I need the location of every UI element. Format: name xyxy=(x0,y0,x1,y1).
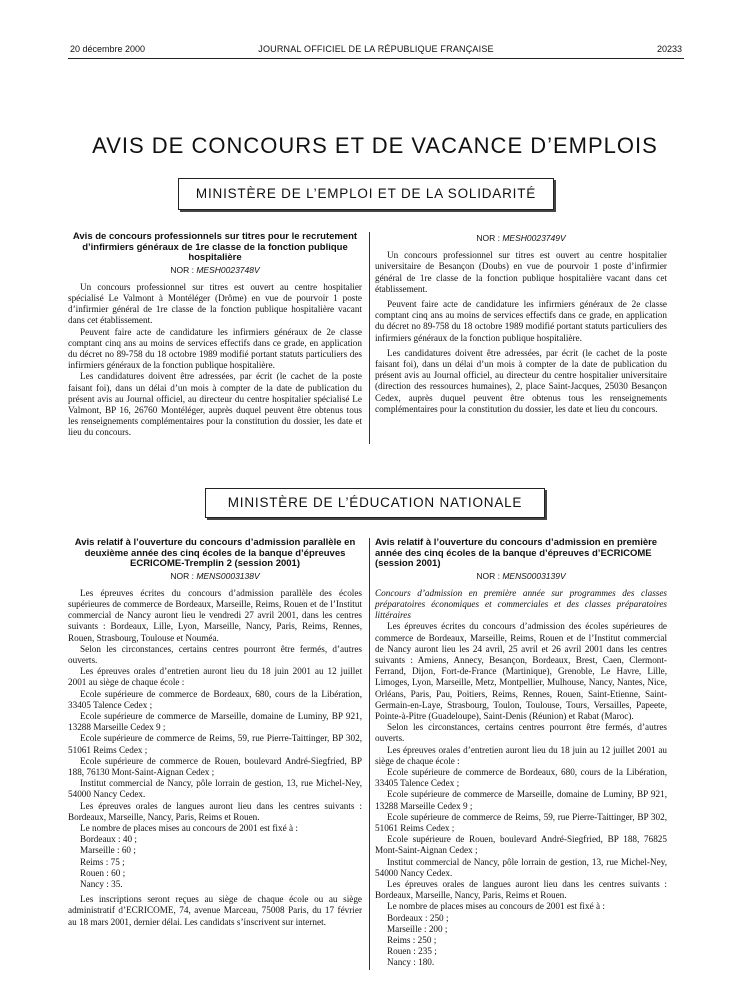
paragraph: Un concours professionnel sur titres est ouvert au centre hospitalier universitaire de Besançon (Doubs) en vue de pourvoir 1 poste d’infirmier général de 1re classe de la fonction publique hospitalière vacant dans cet établissement. xyxy=(375,250,667,294)
nor-reference xyxy=(375,571,667,582)
places-item: Marseille : 200 ; xyxy=(387,923,448,934)
paragraph: Ecole supérieure de commerce de Reims, 59, rue Pierre-Taittinger, BP 302, 51061 Reims Cedex ; xyxy=(68,733,362,755)
paragraph: Peuvent faire acte de candidature les infirmiers généraux de 2e classe comptant cinq ans au moins de services effectifs dans ce grade, en application du décret no 89-758 du 18 octobre 1989 modifié portant statuts particuliers des infirmiers généraux de la fonction publique hospitalière. xyxy=(68,326,362,371)
paragraph: Ecole supérieure de commerce de Bordeaux, 680, cours de la Libération, 33405 Talence Cedex ; xyxy=(375,766,667,789)
paragraph: Ecole supérieure de commerce de Rouen, boulevard André-Siegfried, BP 188, 76130 Mont-Saint-Aignan Cedex ; xyxy=(68,755,362,777)
paragraph: Ecole supérieure de commerce de Reims, 59, rue Pierre-Taittinger, BP 302, 51061 Reims Cedex ; xyxy=(375,811,667,833)
paragraph: Le nombre de places mises au concours de 2001 est fixé à : xyxy=(80,822,298,833)
notice-tremplin xyxy=(68,538,362,928)
places-item: Reims : 75 ; xyxy=(80,856,125,867)
nor-label: NOR : xyxy=(170,264,194,275)
paragraph: Les épreuves écrites du concours d’admission des écoles supérieures de commerce de Bordeaux, Marseille, Reims, Rouen et de l’Institut commercial de Nancy auront lieu les 24 avril, 25 avril et 26 avril 2001 dans les centres suivants : Amiens, Annecy, Besançon, Bordeaux, Brest, Caen, Clermont-Ferrand, Dijon, Fort-de-France (Martinique), Grenoble, Le Havre, Lille, Limoges, Lyon, Marseille, Metz, Montpellier, Mulhouse, Nancy, Nantes, Nice, Orléans, Paris, Pau, Poitiers, Reims, Rennes, Rouen, Saint-Etienne, Saint-Germain-en-Laye, Strasbourg, Toulon, Toulouse, Tours, Versailles, Papeete, Pointe-à-Pitre (Guadeloupe), Saint-Denis (Réunion) et Rabat (Maroc). xyxy=(375,621,667,721)
nor-code: MESH0023748V xyxy=(196,264,260,275)
places-item: Nancy : 35. xyxy=(80,878,123,889)
paragraph: Les candidatures doivent être adressées, par écrit (le cachet de la poste faisant foi), dans un délai d’un mois à compter de la date de publication du présent avis au Journal officiel, au directeur du centre hospitalier universitaire (direction des ressources humaines), 2, place Saint-Jacques, 25030 Besançon Cedex, auprès duquel peuvent être obtenus tous les renseignements complémentaires pour la constitution du dossier, les date et lieu du concours. xyxy=(375,347,667,414)
paragraph: Les épreuves orales d’entretien auront lieu du 18 juin au 12 juillet 2001 au siège de chaque école : xyxy=(375,744,667,766)
nor-label: NOR : xyxy=(476,570,500,581)
nor-reference xyxy=(68,265,362,276)
notice-valmont xyxy=(68,232,362,439)
paragraph: Les épreuves orales d’entretien auront lieu du 18 juin 2001 au 12 juillet 2001 au siège de chaque école : xyxy=(68,666,362,688)
nor-label: NOR : xyxy=(170,570,194,581)
italic-intro: Concours d’admission en première année sur programmes des classes préparatoires économiques et commerciales et des classes préparatoires littéraires xyxy=(375,587,667,621)
paragraph: Les épreuves orales de langues auront lieu dans les centres suivants : Bordeaux, Marseille, Nancy, Paris, Reims et Rouen. xyxy=(68,800,362,822)
nor-code: MESH0023749V xyxy=(502,233,566,243)
nor-label: NOR : xyxy=(476,233,500,243)
paragraph: Ecole supérieure de commerce de Marseille, domaine de Luminy, BP 921, 13288 Marseille Cedex 9 ; xyxy=(375,789,667,811)
paragraph: Ecole supérieure de commerce de Marseille, domaine de Luminy, BP 921, 13288 Marseille Cedex 9 ; xyxy=(68,710,362,733)
notice-heading: Avis relatif à l’ouverture du concours d’admission parallèle en deuxième année des cinq écoles de la banque d’épreuves ECRICOME-Tremplin 2 (session 2001) xyxy=(74,537,356,569)
ministry-banner-education: MINISTÈRE DE L’ÉDUCATION NATIONALE xyxy=(205,488,545,518)
nor-code: MENS0003139V xyxy=(502,570,566,581)
paragraph: Les épreuves orales de langues auront lieu dans les centres suivants : Bordeaux, Marseille, Nancy, Paris, Reims et Rouen. xyxy=(375,878,667,901)
places-item: Bordeaux : 250 ; xyxy=(387,912,449,923)
notice-besancon xyxy=(375,232,667,415)
places-item: Nancy : 180. xyxy=(387,957,435,968)
paragraph: Selon les circonstances, certains centres pourront être fermés, d’autres ouverts. xyxy=(68,643,362,665)
nor-reference xyxy=(375,233,667,244)
paragraph: Institut commercial de Nancy, pôle lorrain de gestion, 13, rue Michel-Ney, 54000 Nancy Cedex. xyxy=(68,778,362,800)
places-item: Rouen : 235 ; xyxy=(387,946,437,957)
header-rule xyxy=(68,58,684,59)
paragraph: Le nombre de places mises au concours de 2001 est fixé à : xyxy=(387,901,605,912)
nor-code: MENS0003138V xyxy=(196,570,260,581)
running-header xyxy=(70,44,682,58)
page-number: 20233 xyxy=(656,44,682,54)
places-item: Rouen : 60 ; xyxy=(80,867,126,878)
paragraph: Ecole supérieure de Rouen, boulevard André-Siegfried, BP 188, 76825 Mont-Saint-Aignan Cedex ; xyxy=(375,834,667,856)
paragraph: Institut commercial de Nancy, pôle lorrain de gestion, 13, rue Michel-Ney, 54000 Nancy Cedex. xyxy=(375,856,667,878)
places-item: Reims : 250 ; xyxy=(387,935,437,945)
paragraph: Selon les circonstances, certains centres pourront être fermés, d’autres ouverts. xyxy=(375,722,667,744)
paragraph: Un concours professionnel sur titres est ouvert au centre hospitalier spécialisé Le Valmont à Montéléger (Drôme) en vue de pourvoir 1 poste d’infirmier général de 1re classe de la fonction publique hospitalière vacant dans cet établissement. xyxy=(68,281,362,326)
paragraph: Ecole supérieure de commerce de Bordeaux, 680, cours de la Libération, 33405 Talence Cedex ; xyxy=(68,688,362,710)
nor-reference xyxy=(68,571,362,582)
paragraph: Les épreuves écrites du concours d’admission parallèle des écoles supérieures de commerce de Bordeaux, Marseille, Reims, Rouen et de l’Institut commercial de Nancy auront lieu le vendredi 27 avril 2001, dans les centres suivants : Bordeaux, Lille, Lyon, Marseille, Nancy, Paris, Reims, Rennes, Rouen, Strasbourg, Toulouse et Nouméa. xyxy=(68,587,362,643)
column-divider xyxy=(369,538,370,970)
notice-heading: Avis de concours professionnels sur titres pour le recrutement d’infirmiers généraux de 1re classe de la fonction publique hospitalière xyxy=(72,231,358,263)
page-title: AVIS DE CONCOURS ET DE VACANCE D’EMPLOIS xyxy=(92,132,658,158)
places-item: Marseille : 60 ; xyxy=(80,845,136,856)
notice-ecricome xyxy=(375,538,667,969)
paragraph: Les inscriptions seront reçues au siège de chaque école ou au siège administratif d’ECRICOME, 74, avenue Marceau, 75008 Paris, du 17 février au 18 mars 2001, dernier délai. Les candidats s’inscrivent sur internet. xyxy=(68,894,362,927)
notice-heading: Avis relatif à l’ouverture du concours d’admission en première année des cinq écoles de la banque d’épreuves d’ECRICOME (session 2001) xyxy=(375,537,658,569)
journal-title: JOURNAL OFFICIEL DE LA RÉPUBLIQUE FRANÇAISE xyxy=(258,44,494,54)
paragraph: Peuvent faire acte de candidature les infirmiers généraux de 2e classe comptant cinq ans au moins de services effectifs dans ce grade, en application du décret no 89-758 du 18 octobre 1989 modifié portant statuts particuliers des infirmiers généraux de la fonction publique hospitalière. xyxy=(375,299,667,343)
ministry-banner-emploi: MINISTÈRE DE L’EMPLOI ET DE LA SOLIDARITÉ xyxy=(178,178,554,210)
header-date: 20 décembre 2000 xyxy=(70,44,146,54)
paragraph: Les candidatures doivent être adressées, par écrit (le cachet de la poste faisant foi), dans un délai d’un mois à compter de la date de publication du présent avis au Journal officiel, au directeur du centre hospitalier spécialisé Le Valmont, BP 16, 26760 Montéléger, auprès duquel peuvent être obtenus tous les renseignements complémentaires pour la constitution du dossier, les date et lieu du concours. xyxy=(68,371,362,438)
places-item: Bordeaux : 40 ; xyxy=(80,834,137,845)
column-divider xyxy=(369,232,370,444)
